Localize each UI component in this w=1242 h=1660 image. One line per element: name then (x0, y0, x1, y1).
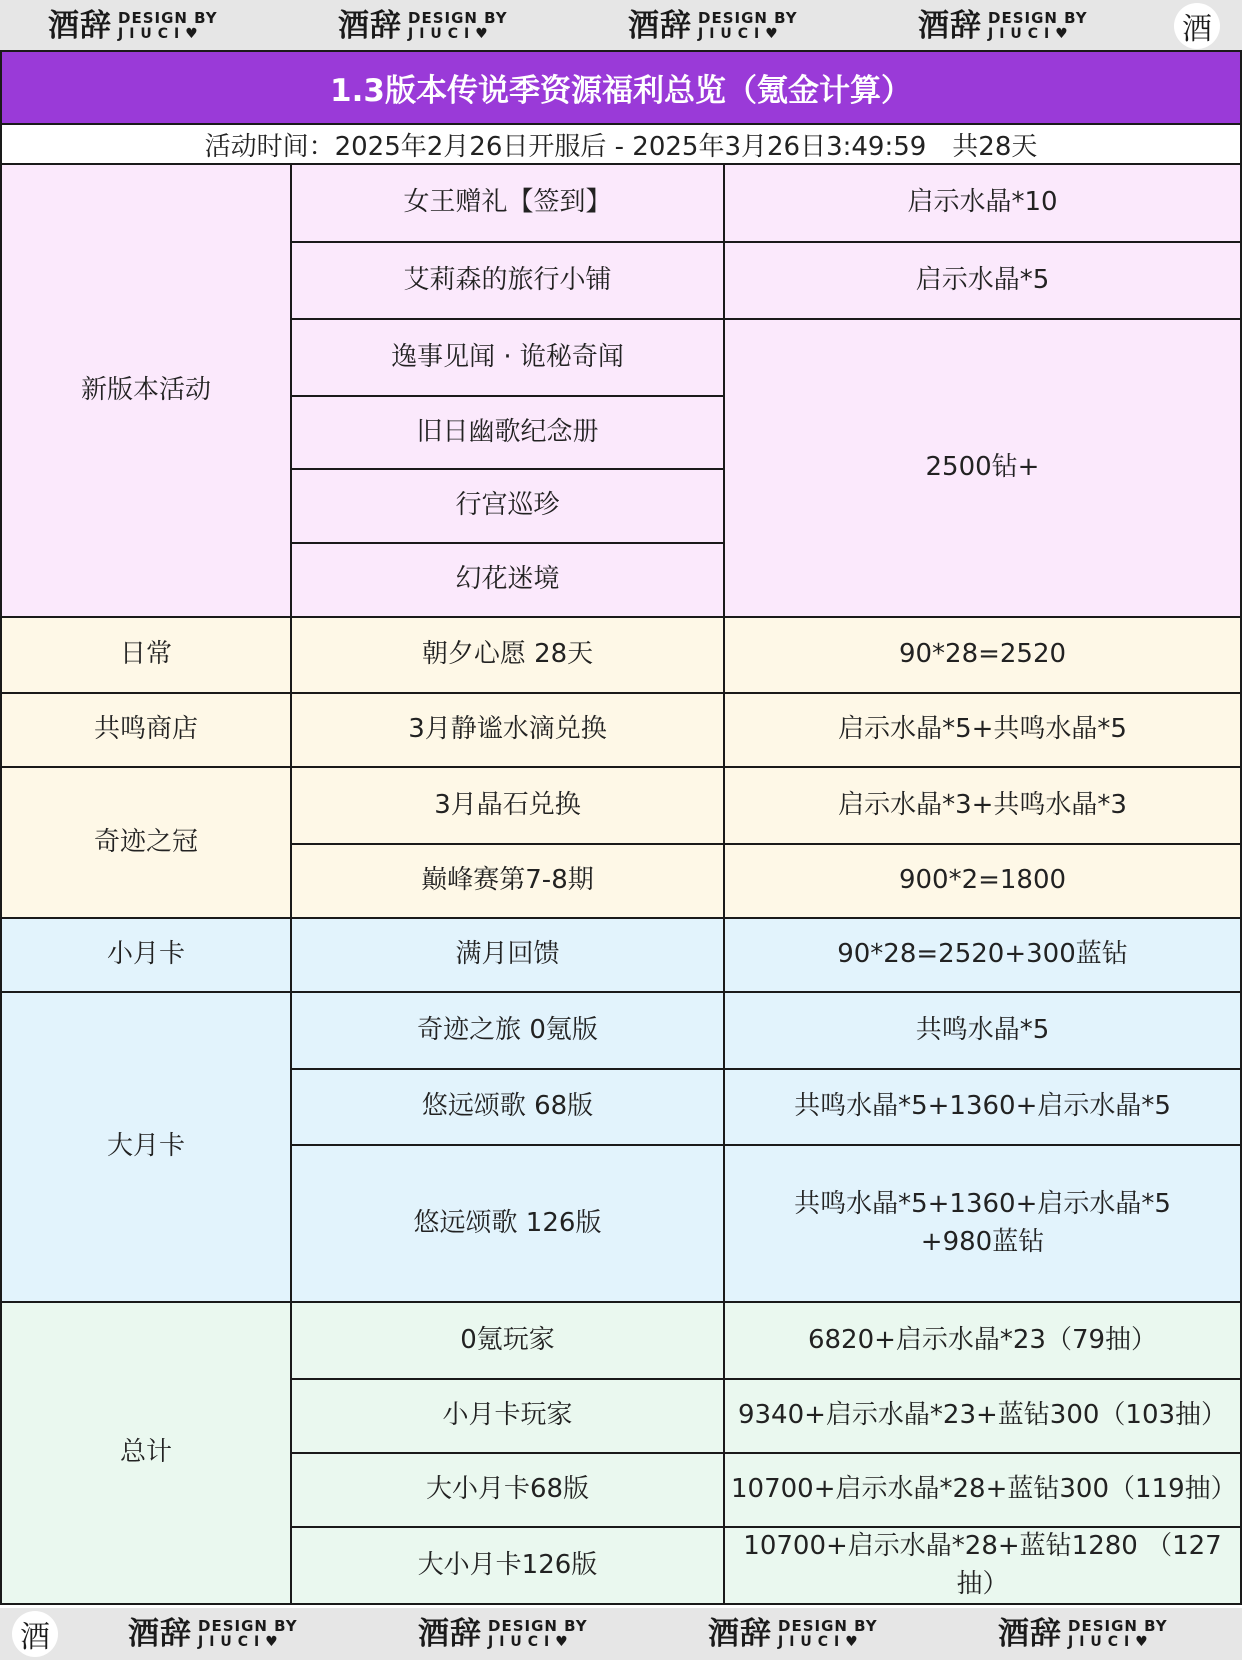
reward-cell: 启示水晶*10 (724, 165, 1240, 242)
watermark-logo (128, 1608, 298, 1660)
category-new: 新版本活动 (2, 165, 291, 617)
table-row (2, 165, 1240, 242)
table-row (2, 992, 1240, 1069)
watermark-cn: 酒辞 (708, 1615, 772, 1652)
reward-line-1: 共鸣水晶*5+1360+启示水晶*5 (794, 1188, 1171, 1219)
reward-cell: 2500钻+ (724, 319, 1240, 617)
page-title: 1.3版本传说季资源福利总览（氪金计算） (2, 50, 1240, 125)
reward-cell: 启示水晶*5 (724, 242, 1240, 319)
watermark-logo (628, 0, 798, 52)
reward-line-2: +980蓝钻 (920, 1226, 1045, 1257)
reward-cell (724, 1145, 1240, 1302)
watermark-en-2: JIUCI♥ (118, 26, 204, 42)
reward-cell: 共鸣水晶*5+1360+启示水晶*5 (724, 1069, 1240, 1145)
reward-cell: 900*2=1800 (724, 844, 1240, 918)
category-daily: 日常 (2, 617, 291, 693)
watermark-cn: 酒辞 (338, 7, 402, 44)
watermark-logo (918, 0, 1088, 52)
item-cell: 3月静谧水滴兑换 (291, 693, 724, 767)
item-cell: 艾莉森的旅行小铺 (291, 242, 724, 319)
watermark-en-2: JIUCI♥ (778, 1634, 864, 1650)
table-row (2, 693, 1240, 767)
watermark-cn: 酒辞 (418, 1615, 482, 1652)
watermark-en-2: JIUCI♥ (198, 1634, 284, 1650)
watermark-logo (48, 0, 218, 52)
watermark-cn: 酒辞 (48, 7, 112, 44)
watermark-logo (418, 1608, 588, 1660)
item-cell: 旧日幽歌纪念册 (291, 396, 724, 469)
watermark-cn: 酒辞 (918, 7, 982, 44)
reward-cell: 共鸣水晶*5 (724, 992, 1240, 1069)
watermark-cn: 酒辞 (128, 1615, 192, 1652)
watermark-logo (338, 0, 508, 52)
watermark-en-2: JIUCI♥ (1068, 1634, 1154, 1650)
category-crown: 奇迹之冠 (2, 767, 291, 918)
watermark-en-2: JIUCI♥ (488, 1634, 574, 1650)
table-row (2, 617, 1240, 693)
watermark-en-1: DESIGN BY (698, 9, 798, 27)
event-time: 活动时间：2025年2月26日开服后 - 2025年3月26日3:49:59 共28天 (2, 125, 1240, 165)
item-cell: 幻花迷境 (291, 543, 724, 617)
category-total: 总计 (2, 1302, 291, 1604)
table-row (2, 918, 1240, 992)
item-cell: 巅峰赛第7-8期 (291, 844, 724, 918)
watermark-en-2: JIUCI♥ (698, 26, 784, 42)
watermark-logo (708, 1608, 878, 1660)
resource-table (0, 50, 1242, 1605)
seal-icon: 酒 (12, 1611, 58, 1657)
rewards-table (2, 165, 1240, 1605)
watermark-en-1: DESIGN BY (198, 1617, 298, 1635)
reward-cell: 10700+启示水晶*28+蓝钻1280 （127抽） (724, 1527, 1240, 1604)
reward-cell: 9340+启示水晶*23+蓝钻300（103抽） (724, 1379, 1240, 1453)
seal-icon: 酒 (1174, 3, 1220, 49)
reward-cell: 启示水晶*3+共鸣水晶*3 (724, 767, 1240, 844)
item-cell: 3月晶石兑换 (291, 767, 724, 844)
category-small-card: 小月卡 (2, 918, 291, 992)
item-cell: 逸事见闻 · 诡秘奇闻 (291, 319, 724, 396)
watermark-cn: 酒辞 (628, 7, 692, 44)
item-cell: 朝夕心愿 28天 (291, 617, 724, 693)
watermark-band-bottom (0, 1608, 1242, 1660)
table-row (2, 1302, 1240, 1379)
reward-cell: 90*28=2520+300蓝钻 (724, 918, 1240, 992)
watermark-en-2: JIUCI♥ (408, 26, 494, 42)
reward-cell: 6820+启示水晶*23（79抽） (724, 1302, 1240, 1379)
watermark-en-1: DESIGN BY (488, 1617, 588, 1635)
item-cell: 大小月卡68版 (291, 1453, 724, 1527)
category-big-card: 大月卡 (2, 992, 291, 1302)
item-cell: 悠远颂歌 126版 (291, 1145, 724, 1302)
item-cell: 满月回馈 (291, 918, 724, 992)
watermark-en-1: DESIGN BY (778, 1617, 878, 1635)
table-row (2, 767, 1240, 844)
reward-cell: 10700+启示水晶*28+蓝钻300（119抽） (724, 1453, 1240, 1527)
item-cell: 奇迹之旅 0氪版 (291, 992, 724, 1069)
item-cell: 悠远颂歌 68版 (291, 1069, 724, 1145)
item-cell: 大小月卡126版 (291, 1527, 724, 1604)
watermark-band-top (0, 0, 1242, 52)
item-cell: 小月卡玩家 (291, 1379, 724, 1453)
reward-cell: 90*28=2520 (724, 617, 1240, 693)
watermark-en-1: DESIGN BY (408, 9, 508, 27)
watermark-cn: 酒辞 (998, 1615, 1062, 1652)
item-cell: 女王赠礼【签到】 (291, 165, 724, 242)
item-cell: 行宫巡珍 (291, 469, 724, 543)
watermark-en-1: DESIGN BY (1068, 1617, 1168, 1635)
watermark-en-1: DESIGN BY (118, 9, 218, 27)
item-cell: 0氪玩家 (291, 1302, 724, 1379)
watermark-en-2: JIUCI♥ (988, 26, 1074, 42)
category-shop: 共鸣商店 (2, 693, 291, 767)
watermark-en-1: DESIGN BY (988, 9, 1088, 27)
reward-cell: 启示水晶*5+共鸣水晶*5 (724, 693, 1240, 767)
watermark-logo (998, 1608, 1168, 1660)
